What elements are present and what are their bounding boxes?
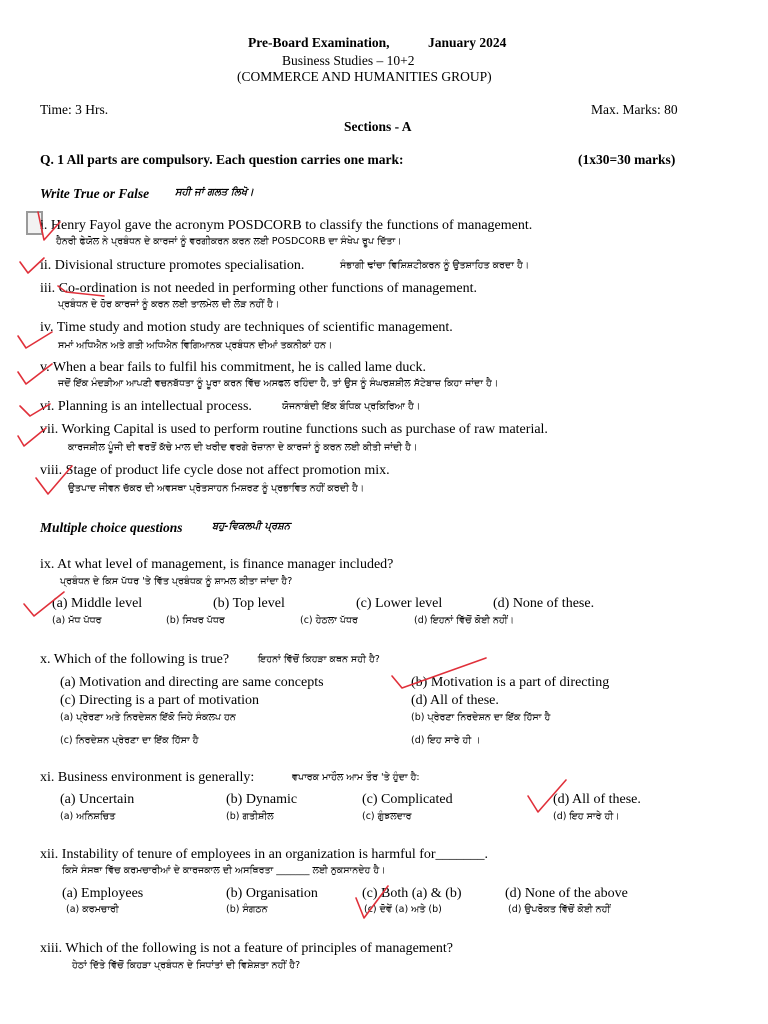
tf-item-1-pa: ਹੈਨਰੀ ਫੇਯੋਲ ਨੇ ਪ੍ਰਬੰਧਨ ਦੇ ਕਾਰਜਾਂ ਨੂੰ ਵਰਗੀਕਰਨ ਕਰਨ ਲਈ POSDCORB ਦਾ ਸੰਖੇਪ ਰੂਪ ਦਿੱਤਾ। <box>56 236 402 247</box>
subject-line: Business Studies – 10+2 <box>282 53 415 68</box>
q12-option-a-pa: (a) ਕਰਮਚਾਰੀ <box>66 904 119 915</box>
q12-option-d-pa: (d) ਉਪਰੋਕਤ ਵਿੱਚੋਂ ਕੋਈ ਨਹੀਂ <box>508 904 611 915</box>
q12-option-c: (c) Both (a) & (b) <box>362 886 462 901</box>
tf-item-3-pa: ਪ੍ਰਬੰਧਨ ਦੇ ਹੋਰ ਕਾਰਜਾਂ ਨੂੰ ਕਰਨ ਲਈ ਤਾਲਮੇਲ ਦੀ ਲੋੜ ਨਹੀਂ ਹੈ। <box>58 299 280 310</box>
pen-mark-item-8 <box>36 466 72 494</box>
pen-mark-item-5 <box>18 364 52 384</box>
q9-option-d: (d) None of these. <box>493 596 595 611</box>
q11-option-a-pa: (a) ਅਨਿਸ਼ਚਿਤ <box>60 811 116 822</box>
q10-option-b-pa: (b) ਪ੍ਰੇਰਣਾ ਨਿਰਦੇਸ਼ਨ ਦਾ ਇੱਕ ਹਿੱਸਾ ਹੈ <box>411 712 551 723</box>
q12-option-c-pa: (c) ਦੋਵੇਂ (a) ਅਤੇ (b) <box>364 904 442 915</box>
pen-mark-item-4 <box>18 332 52 348</box>
pen-mark-q9 <box>24 592 64 616</box>
q12-option-b-pa: (b) ਸੰਗਠਨ <box>226 904 268 915</box>
q11-text: xi. Business environment is generally: <box>40 770 255 785</box>
tf-item-2: ii. Divisional structure promotes specialisation. <box>40 258 305 273</box>
q9-option-b: (b) Top level <box>213 596 285 611</box>
pen-mark-item-7 <box>18 428 46 446</box>
pen-mark-item-1 <box>38 212 60 240</box>
tf-item-6: vi. Planning is an intellectual process. <box>40 399 252 414</box>
group-line: (COMMERCE AND HUMANITIES GROUP) <box>237 69 492 84</box>
tf-item-7: vii. Working Capital is used to perform routine functions such as purchase of raw material. <box>40 422 548 437</box>
tf-item-6-pa: ਯੋਜਨਾਬੰਦੀ ਇੱਕ ਬੌਧਿਕ ਪ੍ਰਕਿਰਿਆ ਹੈ। <box>282 401 421 412</box>
tf-item-8-pa: ਉਤਪਾਦ ਜੀਵਨ ਚੱਕਰ ਦੀ ਅਵਸਥਾ ਪ੍ਰੋਤਸਾਹਨ ਮਿਸ਼ਰਣ ਨੂੰ ਪ੍ਰਭਾਵਿਤ ਨਹੀਂ ਕਰਦੀ ਹੈ। <box>68 483 365 494</box>
pen-mark-item-2 <box>20 258 44 273</box>
q10-option-a-pa: (a) ਪ੍ਰੇਰਣਾ ਅਤੇ ਨਿਰਦੇਸ਼ਨ ਇੱਕੋ ਜਿਹੇ ਸੰਕਲਪ ਹਨ <box>60 712 236 723</box>
pen-mark-item-6 <box>20 404 50 416</box>
q13-text-pa: ਹੇਠਾਂ ਦਿੱਤੇ ਵਿੱਚੋਂ ਕਿਹੜਾ ਪ੍ਰਬੰਧਨ ਦੇ ਸਿਧਾਂਤਾਂ ਦੀ ਵਿਸ਼ੇਸ਼ਤਾ ਨਹੀਂ ਹੈ? <box>72 960 301 971</box>
q11-option-c: (c) Complicated <box>362 792 453 807</box>
pen-mark-q11 <box>528 780 566 812</box>
pen-mark-q12 <box>356 886 388 918</box>
q9-text-pa: ਪ੍ਰਬੰਧਨ ਦੇ ਕਿਸ ਪੱਧਰ 'ਤੇ ਵਿੱਤ ਪ੍ਰਬੰਧਕ ਨੂੰ ਸ਼ਾਮਲ ਕੀਤਾ ਜਾਂਦਾ ਹੈ? <box>60 576 293 587</box>
q11-option-d: (d) All of these. <box>553 792 641 807</box>
q11-text-pa: ਵਪਾਰਕ ਮਾਹੌਲ ਆਮ ਤੌਰ 'ਤੇ ਹੁੰਦਾ ਹੈ: <box>292 772 420 783</box>
q11-option-a: (a) Uncertain <box>60 792 135 807</box>
tf-item-8: viii. Stage of product life cycle dose not affect promotion mix. <box>40 463 390 478</box>
mcq-heading-pa: ਬਹੁ-ਵਿਕਲਪੀ ਪ੍ਰਸ਼ਨ <box>212 521 291 532</box>
max-marks: Max. Marks: 80 <box>591 102 678 117</box>
q1-instruction: Q. 1 All parts are compulsory. Each question carries one mark: <box>40 152 404 167</box>
tf-item-7-pa: ਕਾਰਜਸ਼ੀਲ ਪੂੰਜੀ ਦੀ ਵਰਤੋਂ ਕੱਚੇ ਮਾਲ ਦੀ ਖਰੀਦ ਵਰਗੇ ਰੋਜ਼ਾਨਾ ਦੇ ਕਾਰਜਾਂ ਨੂੰ ਕਰਨ ਲਈ ਕੀਤੀ ਜਾਂਦੀ ਹੈ। <box>68 442 418 453</box>
tf-item-1: i. Henry Fayol gave the acronym POSDCORB to classify the functions of management. <box>40 218 533 233</box>
q12-option-b: (b) Organisation <box>226 886 318 901</box>
q12-option-a: (a) Employees <box>62 886 144 901</box>
q13-text: xiii. Which of the following is not a feature of principles of management? <box>40 941 454 956</box>
section-heading: Sections - A <box>344 119 412 134</box>
q9-option-d-pa: (d) ਇਹਨਾਂ ਵਿੱਚੋਂ ਕੋਈ ਨਹੀਂ। <box>414 615 514 626</box>
q1-marks: (1x30=30 marks) <box>578 152 676 167</box>
true-false-heading-pa: ਸਹੀ ਜਾਂ ਗਲਤ ਲਿਖੋ। <box>175 187 254 198</box>
q10-text: x. Which of the following is true? <box>40 652 230 667</box>
q11-option-b-pa: (b) ਗਤੀਸ਼ੀਲ <box>226 811 274 822</box>
exam-month: January 2024 <box>428 35 507 50</box>
q12-option-d: (d) None of the above <box>505 886 628 901</box>
q11-option-b: (b) Dynamic <box>226 792 298 807</box>
q9-option-a-pa: (a) ਮੱਧ ਪੱਧਰ <box>52 615 102 626</box>
q12-text-pa: ਕਿਸੇ ਸੰਸਥਾ ਵਿੱਚ ਕਰਮਚਾਰੀਆਂ ਦੇ ਕਾਰਜਕਾਲ ਦੀ ਅਸਥਿਰਤਾ _______ ਲਈ ਨੁਕਸਾਨਦੇਹ ਹੈ। <box>62 865 386 876</box>
time-allowed: Time: 3 Hrs. <box>40 102 109 117</box>
q9-text: ix. At what level of management, is finance manager included? <box>40 557 394 572</box>
tf-item-5: v. When a bear fails to fulfil his commitment, he is called lame duck. <box>40 360 427 375</box>
q11-option-d-pa: (d) ਇਹ ਸਾਰੇ ਹੀ। <box>553 811 620 822</box>
q10-option-c: (c) Directing is a part of motivation <box>60 693 260 708</box>
q10-option-c-pa: (c) ਨਿਰਦੇਸ਼ਨ ਪ੍ਰੇਰਣਾ ਦਾ ਇੱਕ ਹਿੱਸਾ ਹੈ <box>60 735 199 746</box>
q9-option-c: (c) Lower level <box>356 596 443 611</box>
exam-title: Pre-Board Examination, <box>248 35 390 50</box>
q10-option-d-pa: (d) ਇਹ ਸਾਰੇ ਹੀ । <box>411 735 481 746</box>
tf-item-5-pa: ਜਦੋਂ ਇੱਕ ਮੰਦੜੀਆ ਆਪਣੀ ਵਚਨਬੱਧਤਾ ਨੂੰ ਪੂਰਾ ਕਰਨ ਵਿੱਚ ਅਸਫਲ ਰਹਿੰਦਾ ਹੈ, ਤਾਂ ਉਸ ਨੂੰ ਸੰਘਰਸ਼ਸ਼ੀਲ ਸੱਟੇਬਾਜ਼ ਕਿਹਾ ਜਾਂਦਾ ਹੈ। <box>58 378 499 389</box>
tf-item-4: iv. Time study and motion study are techniques of scientific management. <box>40 320 453 335</box>
true-false-heading: Write True or False <box>40 186 150 201</box>
tf-item-2-pa: ਸੰਭਾਗੀ ਢਾਂਚਾ ਵਿਸ਼ਿਸ਼ਟੀਕਰਨ ਨੂੰ ਉਤਸ਼ਾਹਿਤ ਕਰਦਾ ਹੈ। <box>340 260 530 271</box>
pen-mark-item-3 <box>58 286 104 296</box>
q12-text: xii. Instability of tenure of employees in an organization is harmful for_______. <box>40 847 489 862</box>
tf-item-3: iii. Co-ordination is not needed in performing other functions of management. <box>40 281 478 296</box>
q10-option-d: (d) All of these. <box>411 693 499 708</box>
mcq-heading: Multiple choice questions <box>40 520 183 535</box>
q9-option-b-pa: (b) ਸਿਖਰ ਪੱਧਰ <box>166 615 225 626</box>
q9-option-c-pa: (c) ਹੇਠਲਾ ਪੱਧਰ <box>300 615 358 626</box>
q10-option-b: (b) Motivation is a part of directing <box>411 675 610 690</box>
q9-option-a: (a) Middle level <box>52 596 143 611</box>
q11-option-c-pa: (c) ਗੁੰਝਲਦਾਰ <box>362 811 412 822</box>
q10-option-a: (a) Motivation and directing are same concepts <box>60 675 324 690</box>
pen-mark-q10 <box>392 658 486 688</box>
tf-item-4-pa: ਸਮਾਂ ਅਧਿਐਨ ਅਤੇ ਗਤੀ ਅਧਿਐਨ ਵਿਗਿਆਨਕ ਪ੍ਰਬੰਧਨ ਦੀਆਂ ਤਕਨੀਕਾਂ ਹਨ। <box>58 340 333 351</box>
q10-text-pa: ਇਹਨਾਂ ਵਿੱਚੋਂ ਕਿਹੜਾ ਕਥਨ ਸਹੀ ਹੈ? <box>258 654 380 665</box>
